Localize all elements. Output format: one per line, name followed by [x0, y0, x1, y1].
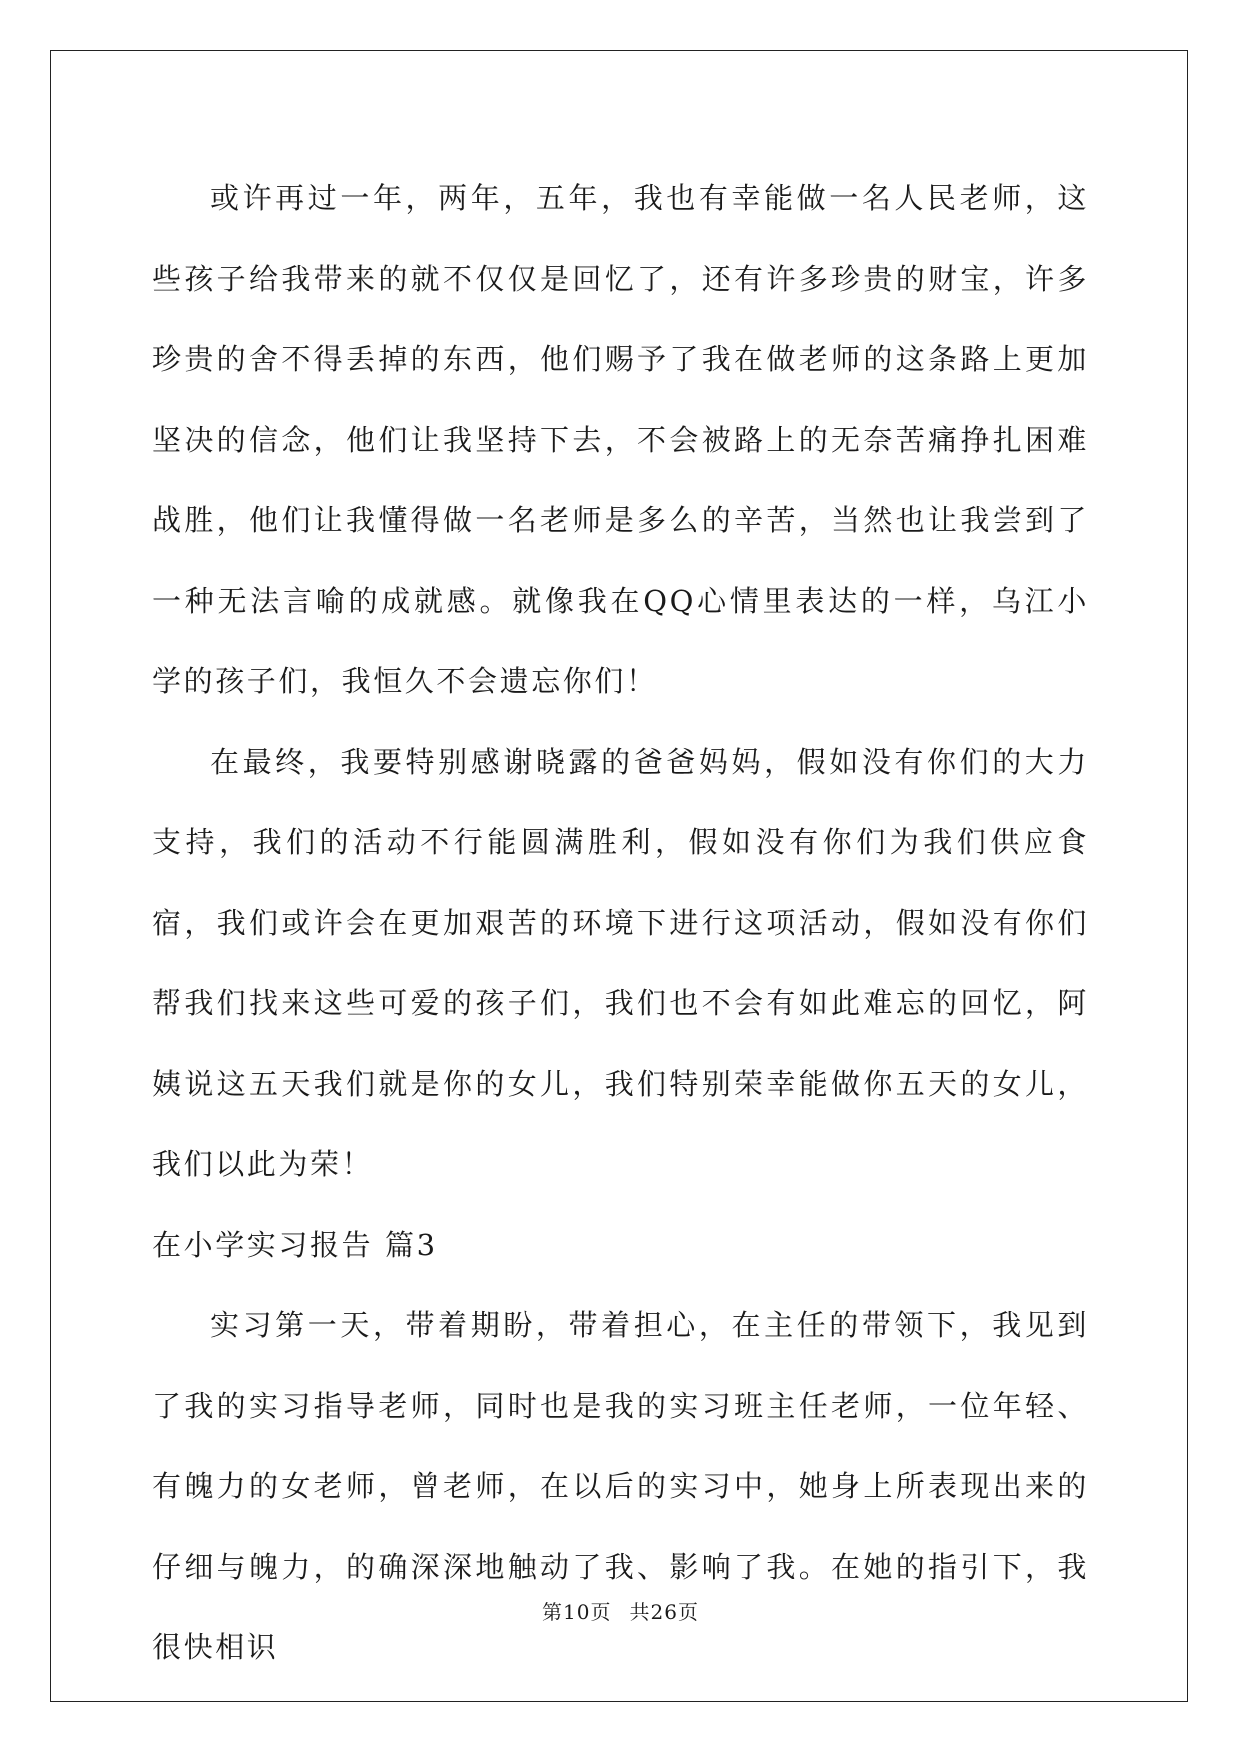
document-body: [152, 158, 1089, 1688]
paragraph-recollection: 或许再过一年，两年，五年，我也有幸能做一名人民老师，这些孩子给我带来的就不仅仅是回忆了，还有许多珍贵的财宝，许多珍贵的舍不得丢掉的东西，他们赐予了我在做老师的这条路上更加坚决的信念，他们让我坚持下去，不会被路上的无奈苦痛挣扎困难战胜，他们让我懂得做一名老师是多么的辛苦，当然也让我尝到了一种无法言喻的成就感。就像我在QQ心情里表达的一样，乌江小学的孩子们，我恒久不会遗忘你们！: [152, 181, 1089, 698]
section-heading: 在小学实习报告 篇3: [152, 1227, 438, 1262]
page-number-current: 第10页: [542, 1600, 612, 1624]
page-number-total: 共26页: [629, 1600, 699, 1624]
paragraph-thanks: 在最终，我要特别感谢晓露的爸爸妈妈，假如没有你们的大力支持，我们的活动不行能圆满胜利，假如没有你们为我们供应食宿，我们或许会在更加艰苦的环境下进行这项活动，假如没有你们帮我们找来这些可爱的孩子们，我们也不会有如此难忘的回忆，阿姨说这五天我们就是你的女儿，我们特别荣幸能做你五天的女儿，我们以此为荣！: [152, 744, 1089, 1181]
paragraph-first-day: 实习第一天，带着期盼，带着担心，在主任的带领下，我见到了我的实习指导老师，同时也是我的实习班主任老师，一位年轻、有魄力的女老师，曾老师，在以后的实习中，她身上所表现出来的仔细与魄力，的确深深地触动了我、影响了我。在她的指引下，我很快相识: [152, 1308, 1089, 1664]
page-footer: [0, 1596, 1241, 1625]
